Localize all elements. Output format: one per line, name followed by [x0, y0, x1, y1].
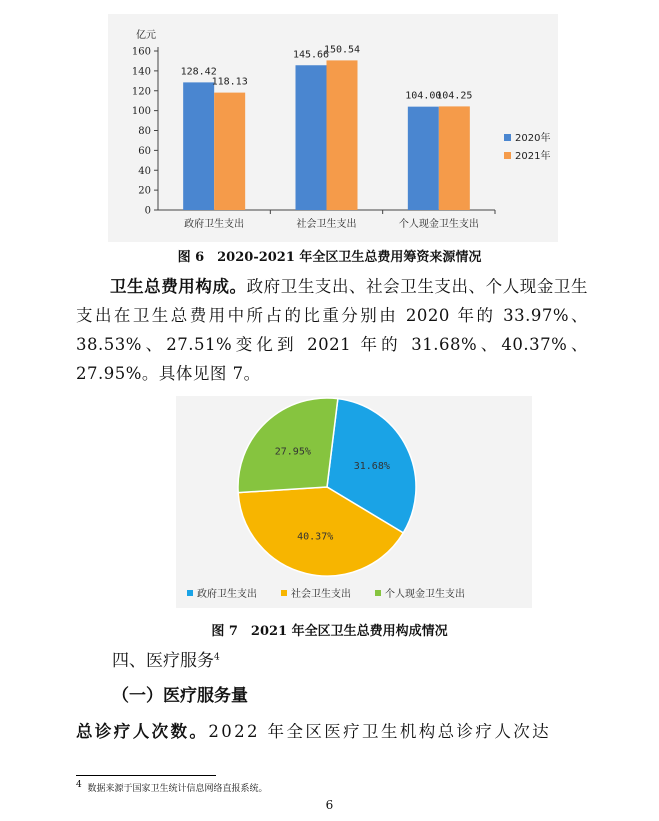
bar-2020年-个人现金卫生支出: [408, 107, 439, 210]
bar-value-label: 104.25: [436, 90, 473, 102]
bar-value-label: 145.66: [292, 49, 330, 61]
figure-7-caption: 图 7 2021 年全区卫生总费用构成情况: [211, 624, 448, 639]
x-category-label: 政府卫生支出: [184, 219, 245, 230]
paragraph-body: 政府卫生支出、社会卫生支出、个人现金卫生支出在卫生总费用中所占的比重分别由 2020 年的 33.97%、38.53%、27.51%变化到 2021 年的 31.68%、40.37%、27.95%。具体见图 7。: [76, 277, 589, 383]
legend-label: 社会卫生支出: [291, 589, 351, 600]
legend-label: 政府卫生支出: [197, 589, 257, 600]
footnote-ref-4: 4: [214, 652, 220, 663]
y-tick-label: 0: [144, 205, 151, 217]
section-4-heading: [112, 646, 220, 671]
page-number: 6: [325, 798, 334, 812]
bar-2020年-社会卫生支出: [296, 65, 327, 210]
legend-swatch: [187, 590, 193, 596]
y-tick-label: 60: [138, 145, 151, 157]
subsection-1-heading: （一）医疗服务量: [112, 686, 248, 706]
legend-swatch: [504, 134, 511, 141]
x-category-label: 个人现金卫生支出: [398, 219, 479, 230]
legend-label: 2021年: [515, 151, 551, 162]
legend-label: 个人现金卫生支出: [385, 589, 465, 600]
pie-value-label: 31.68%: [353, 461, 390, 473]
paragraph-total-visits: [76, 717, 588, 746]
legend-swatch: [281, 590, 287, 596]
section-4-heading-text: 四、医疗服务: [112, 651, 214, 671]
footnote-text: 数据来源于国家卫生统计信息网络直报系统。: [87, 784, 268, 794]
y-tick-label: 80: [138, 126, 151, 137]
y-tick-label: 120: [131, 86, 151, 98]
paragraph-health-cost-composition: [76, 272, 588, 388]
x-category-label: 社会卫生支出: [296, 219, 357, 230]
figure-6-caption: 图 6 2020-2021 年全区卫生总费用筹资来源情况: [177, 250, 482, 265]
y-tick-label: 40: [138, 165, 151, 177]
legend-swatch: [375, 590, 381, 596]
bar-2021年-个人现金卫生支出: [439, 106, 470, 210]
footnote: [76, 780, 267, 794]
bar-value-label: 104.00: [405, 90, 442, 102]
bar-2021年-社会卫生支出: [327, 60, 358, 210]
pie-value-label: 27.95%: [274, 446, 311, 458]
paragraph-lead-bold: 总诊疗人次数。: [76, 722, 209, 741]
y-tick-label: 140: [131, 66, 151, 78]
footnote-mark: 4: [76, 780, 82, 790]
bar-2020年-政府卫生支出: [183, 82, 214, 210]
paragraph-body: 2022 年全区医疗卫生机构总诊疗人次达: [208, 722, 552, 741]
y-tick-label: 160: [131, 46, 151, 58]
bar-value-label: 128.42: [180, 66, 217, 78]
footnote-divider: [76, 775, 216, 776]
pie-value-label: 40.37%: [297, 531, 334, 543]
bar-value-label: 118.13: [211, 76, 248, 88]
legend-label: 2020年: [515, 133, 551, 144]
pie-chart: [0, 390, 659, 610]
bar-2021年-政府卫生支出: [214, 93, 245, 210]
y-tick-label: 100: [131, 106, 151, 118]
y-unit-label: 亿元: [136, 30, 156, 41]
legend-swatch: [504, 152, 511, 159]
paragraph-lead-bold: 卫生总费用构成。: [110, 277, 247, 296]
y-tick-label: 20: [138, 185, 151, 197]
bar-value-label: 150.54: [323, 44, 361, 56]
bar-chart: [0, 0, 659, 250]
